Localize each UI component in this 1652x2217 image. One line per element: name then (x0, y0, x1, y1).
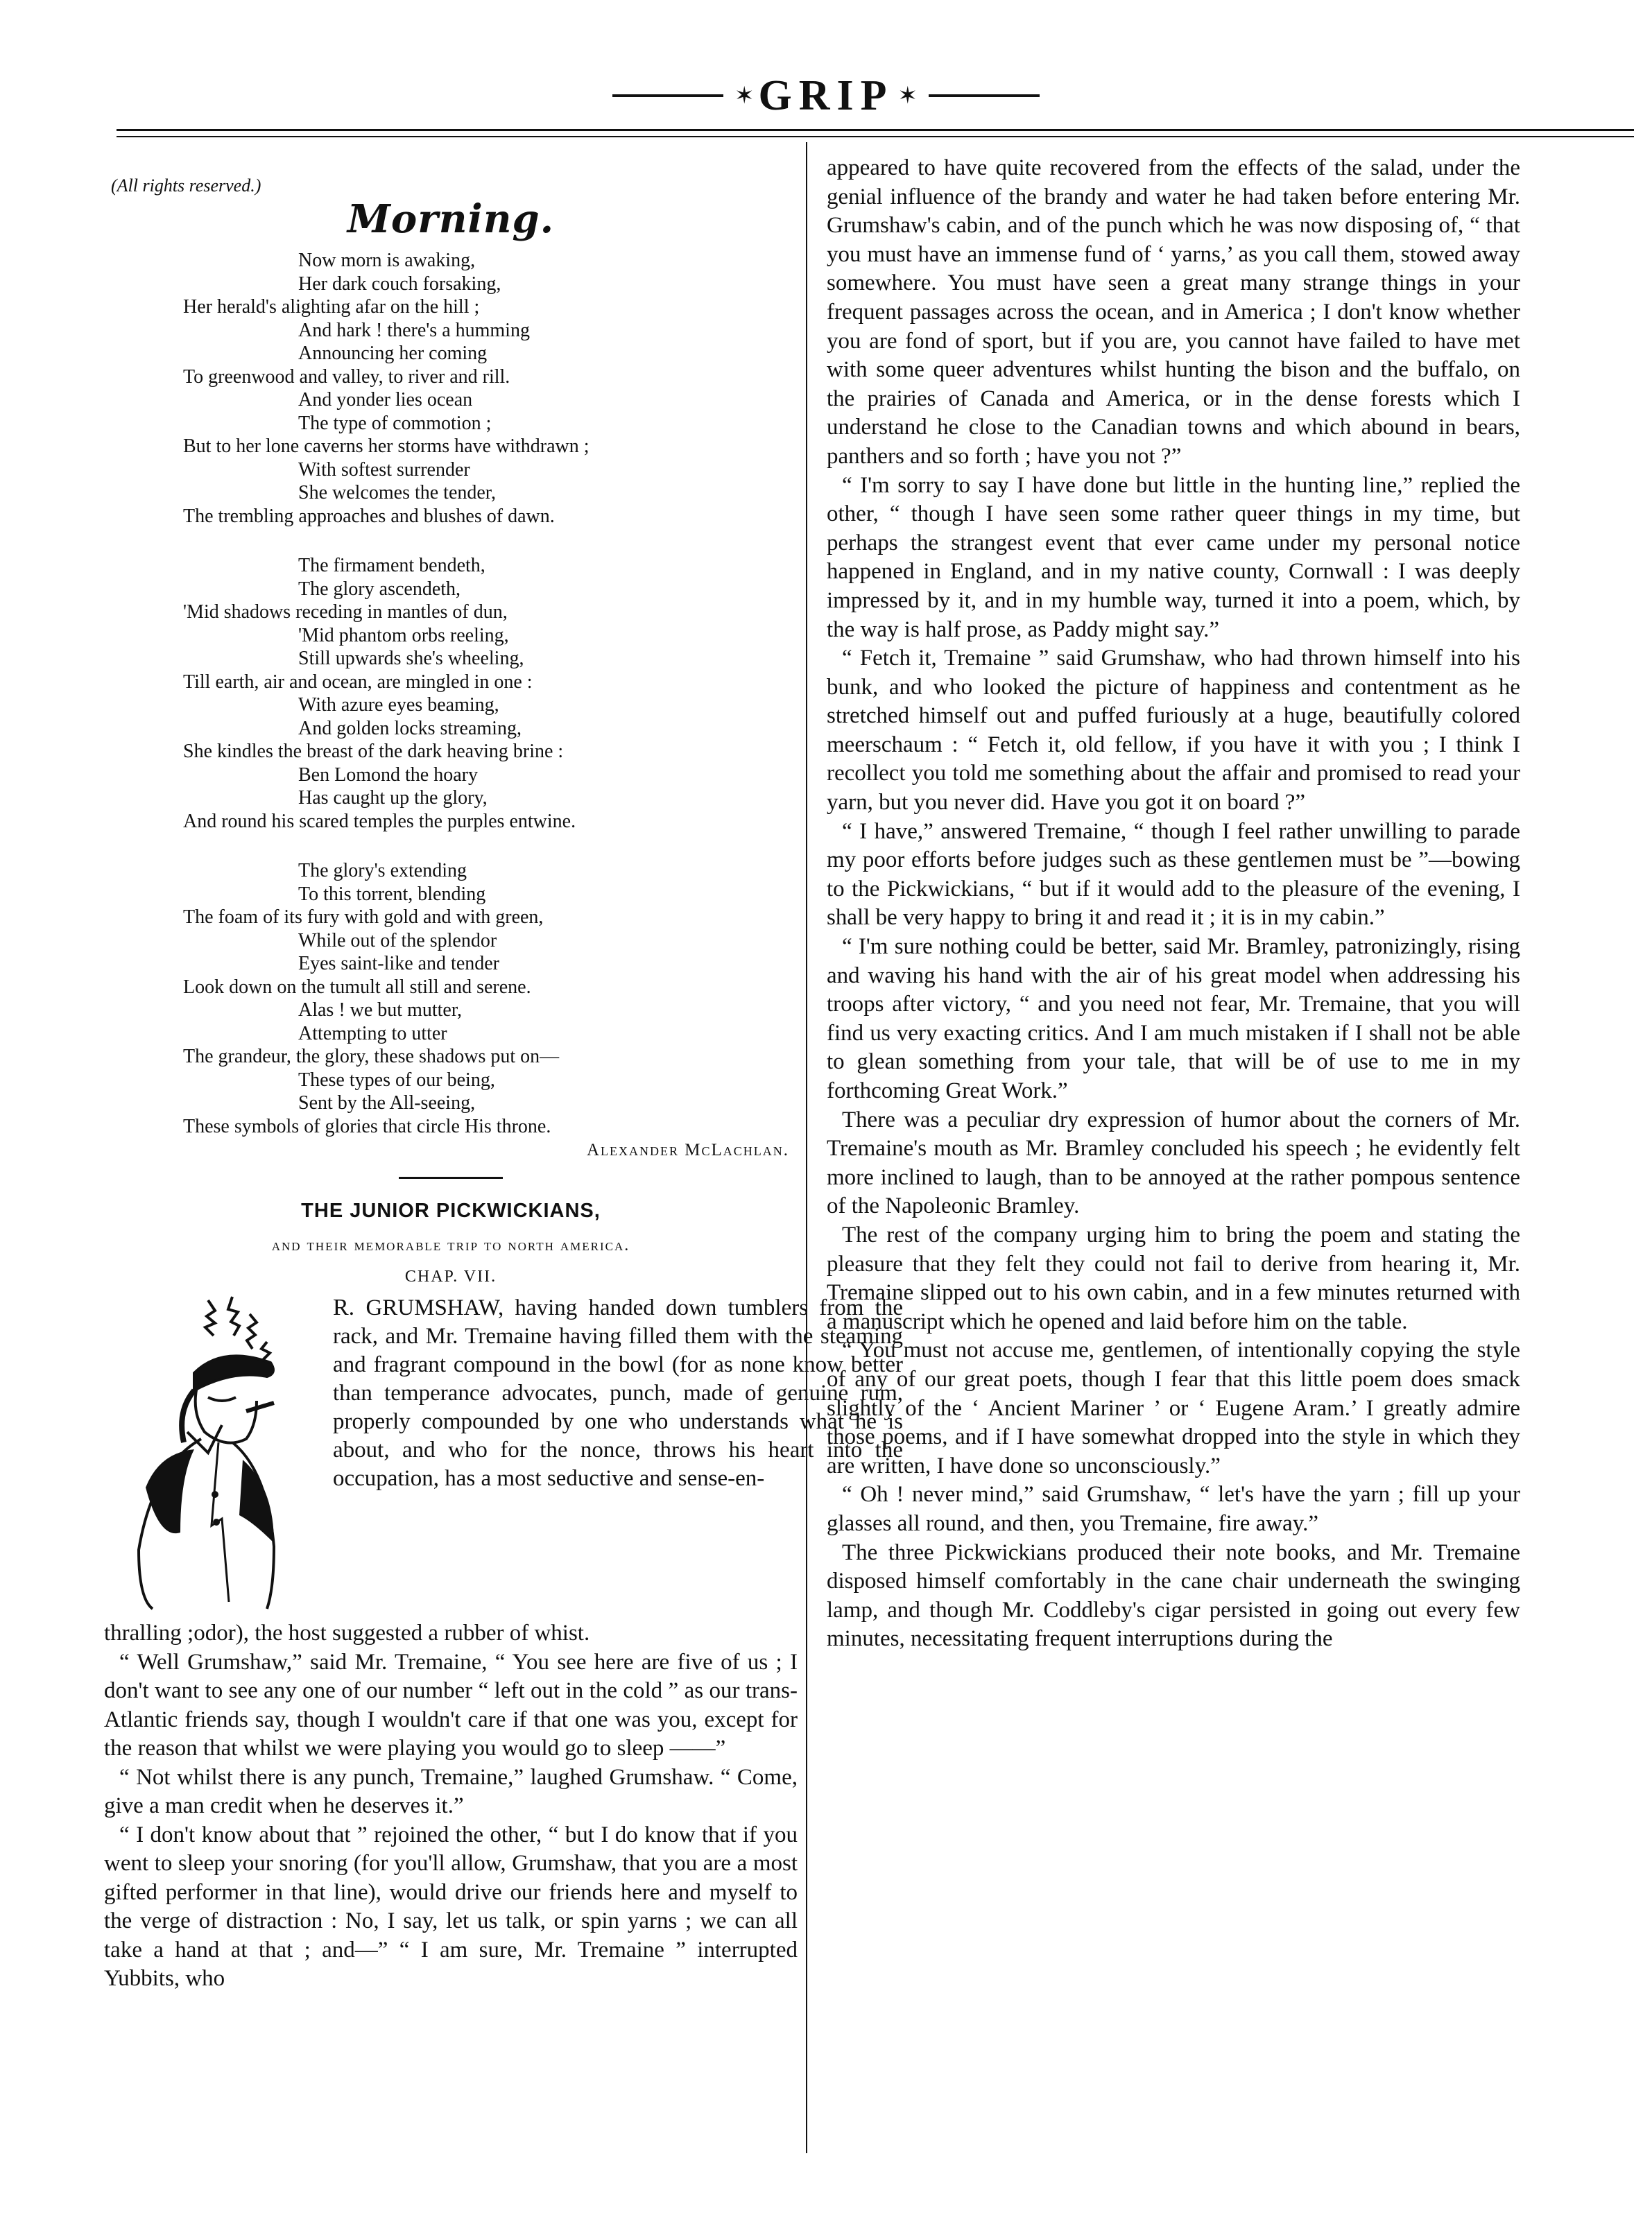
poem-line: With softest surrender (298, 458, 470, 481)
poem-line: Her herald's alighting afar on the hill ; (183, 296, 480, 318)
left-column (104, 156, 904, 1994)
right-column (827, 154, 1520, 1654)
section-divider (399, 1177, 503, 1179)
smoking-man-illustration (104, 1293, 333, 1612)
story-text-right (827, 154, 1520, 1654)
column-divider (806, 142, 807, 2153)
poem-line: Alas ! we but mutter, (298, 999, 463, 1021)
masthead-title: GRIP (758, 71, 894, 119)
poem-line: Sent by the All-seeing, (298, 1092, 476, 1114)
story-paragraph: The three Pickwickians produced their note books, and Mr. Tremaine disposed himself comfortably in the cane chair underneath the swinging lamp, and though Mr. Coddleby's cigar persisted in going out every few minutes, necessitating frequent interruptions during the (827, 1539, 1520, 1652)
poem-body (104, 249, 798, 1138)
poem-line: Still upwards she's wheeling, (298, 648, 524, 669)
poem-line: 'Mid shadows receding in mantles of dun, (183, 601, 508, 623)
poem-line: The trembling approaches and blushes of dawn. (183, 505, 555, 527)
poem-line: And yonder lies ocean (298, 389, 473, 411)
masthead-rule-right (929, 94, 1040, 97)
story-paragraph: appeared to have quite recovered from the effects of the salad, under the genial influence of the brandy and water he had taken before entering Mr. Grumshaw's cabin, and of the punch which he was now disposing of, “ that you must have an immense fund of ‘ yarns,’ as you call them, stowed away somewhere. You must have seen a great many strange things in your frequent passages across the ocean, and in America ; I don't know whether you are fond of sport, but if you are, you cannot have failed to have met with some queer adventures whilst hunting the bison and the buffalo, on the prairies of Canada and America, or in the dense forests which I understand he close to the Canadian towns and which abound in bears, panthers and so forth ; have you not ?” (827, 155, 1520, 469)
header-rule (117, 136, 1634, 137)
poem-line: And hark ! there's a humming (298, 319, 530, 341)
poem-line: The glory's extending (298, 860, 467, 881)
poem-stanza (104, 554, 798, 833)
poem-line: Eyes saint-like and tender (298, 953, 500, 974)
story-paragraph: “ Not whilst there is any punch, Tremaine,” laughed Grumshaw. “ Come, give a man credit when he deserves it.” (104, 1764, 798, 1818)
story-paragraph: “ Well Grumshaw,” said Mr. Tremaine, “ You see here are five of us ; I don't want to see any one of our number “ left out in the cold ” as our trans-Atlantic friends say, though I wouldn't care if that one was you, except for the reason that whilst we were playing you would go to sleep ——” (104, 1649, 798, 1761)
story-paragraph: “ I'm sorry to say I have done but little in the hunting line,” replied the other, “ though I have seen some rather queer things in my time, but perhaps the strangest event that ever came under my personal notice happened in England, and in my native county, Cornwall : I was deeply impressed by it, and in my humble way, turned it into a poem, which, by the way is half prose, as Paddy might say.” (827, 472, 1520, 642)
poem-line: Announcing her coming (298, 343, 488, 364)
poem-line: And golden locks streaming, (298, 717, 522, 739)
poem-line: Her dark couch forsaking, (298, 273, 501, 295)
poem-line: With azure eyes beaming, (298, 694, 499, 716)
story-paragraph: “ Fetch it, Tremaine ” said Grumshaw, who had thrown himself into his bunk, and who looked the picture of happiness and contentment as he stretched himself out and puffed furiously at a huge, beautifully colored meerschaum : “ Fetch it, old fellow, if you have it with you ; I think I recollect you told me something about the affair and promised to read your yarn, but you never did. Have you got it on board ?” (827, 646, 1520, 816)
poem-line: The firmament bendeth, (298, 555, 485, 576)
drop-cap: R. (333, 1295, 355, 1320)
poem-line: 'Mid phantom orbs reeling, (298, 624, 509, 646)
masthead (0, 68, 1652, 123)
poem-stanza (104, 249, 798, 528)
poem-stanza (104, 859, 798, 1138)
story-paragraph: “ You must not accuse me, gentlemen, of intentionally copying the style of any of our great poets, though I fear that this little poem does smack slightly of the ‘ Ancient Mariner ’ or ‘ Eugene Aram.’ I greatly admire those poems, and if I have somewhat dropped into the style in which they are written, I have done so unconsciously.” (827, 1338, 1520, 1478)
star-ornament-icon: ✶ (897, 83, 918, 109)
story-subtitle: and their memorable trip to north america. (271, 1236, 630, 1254)
chapter-heading: CHAP. VII. (404, 1268, 497, 1286)
poem-line: The glory ascendeth, (298, 578, 461, 600)
story-paragraph: “ Oh ! never mind,” said Grumshaw, “ let's have the yarn ; fill up your glasses all round, and then, you Tremaine, fire away.” (827, 1482, 1520, 1536)
poem-line: To this torrent, blending (298, 883, 486, 905)
poem-line: Has caught up the glory, (298, 787, 488, 809)
header-rule (117, 129, 1634, 131)
poem-line: Till earth, air and ocean, are mingled in one : (183, 671, 533, 693)
poem-line: While out of the splendor (298, 929, 497, 951)
story-paragraph: “ I don't know about that ” rejoined the other, “ but I do know that if you went to sleep your snoring (for you'll allow, Grumshaw, that you are a most gifted performer in that line), would drive our friends here and myself to the verge of distraction : No, I say, let us talk, or spin yarns ; we can all take a hand at that ; and—” “ I am sure, Mr. Tremaine ” interrupted Yubbits, who (104, 1822, 798, 1991)
story-paragraph: “ I'm sure nothing could be better, said Mr. Bramley, patronizingly, rising and waving his hand with the air of his great model when addressing his troops after victory, “ and you need not fear, Mr. Tremaine, that you will find us very exacting critics. And I am much mistaken if I shall not be able to glean something from your tale, that will be of use to me in my forthcoming Great Work.” (827, 934, 1520, 1103)
poem-line: These types of our being, (298, 1069, 495, 1091)
poem-line: She kindles the breast of the dark heaving brine : (183, 741, 564, 762)
opening-paragraph: GRUMSHAW, having handed down tumblers from the rack, and Mr. Tremaine having filled them with the steaming and fragrant compound in the bowl (for as none know better than temperance advocates, punch, made of genuine rum, properly compounded by one who understands what he is about, and who for the nonce, throws his heart into the occupation, has a most seductive and sense-en- (333, 1295, 904, 1491)
poem-line: Attempting to utter (298, 1022, 447, 1044)
poem-title: Morning. (347, 196, 555, 242)
poem-line: The type of commotion ; (298, 412, 492, 434)
story-paragraph: “ I have,” answered Tremaine, “ though I feel rather unwilling to parade my poor efforts before judges such as these gentlemen must be ”—bowing to the Pickwickians, “ but if it would add to the pleasure of the evening, I shall be very happy to bring it and read it ; it is in my cabin.” (827, 818, 1520, 931)
story-paragraph: There was a peculiar dry expression of humor about the corners of Mr. Tremaine's mouth as Mr. Bramley concluded his speech ; he evidently felt more inclined to laugh, than to be annoyed at the rather pompous sentence of the Napoleonic Bramley. (827, 1107, 1520, 1219)
poem-line: The grandeur, the glory, these shadows put on— (183, 1046, 560, 1067)
story-text-left (104, 1619, 798, 1994)
poem-line: The foam of its fury with gold and with green, (183, 906, 544, 928)
story-paragraph: The rest of the company urging him to bring the poem and stating the pleasure that they felt they could not fail to derive from hearing it, Mr. Tremaine slipped out to his own cabin, and in a few minutes returned with a manuscript which he opened and laid before him on the table. (827, 1222, 1520, 1334)
poem-line: She welcomes the tender, (298, 482, 497, 503)
chapter-opening-text (333, 1293, 903, 1493)
poem-line: Ben Lomond the hoary (298, 764, 478, 786)
poem-line: And round his scared temples the purples entwine. (183, 810, 576, 832)
star-ornament-icon: ✶ (734, 83, 755, 109)
story-paragraph: thralling ;odor), the host suggested a rubber of whist. (104, 1621, 590, 1646)
poem-line: These symbols of glories that circle His throne. (183, 1115, 551, 1137)
poem-line: Look down on the tumult all still and serene. (183, 976, 531, 998)
rights-notice: (All rights reserved.) (111, 175, 261, 196)
poem-line: To greenwood and valley, to river and rill. (183, 365, 510, 388)
poem-line: But to her lone caverns her storms have withdrawn ; (183, 435, 590, 457)
poem-author: Alexander McLachlan. (586, 1141, 789, 1159)
story-title: THE JUNIOR PICKWICKIANS, (301, 1200, 601, 1222)
masthead-rule-left (612, 94, 723, 97)
illustrated-opening (104, 1293, 904, 1619)
poem-line: Now morn is awaking, (298, 250, 476, 271)
